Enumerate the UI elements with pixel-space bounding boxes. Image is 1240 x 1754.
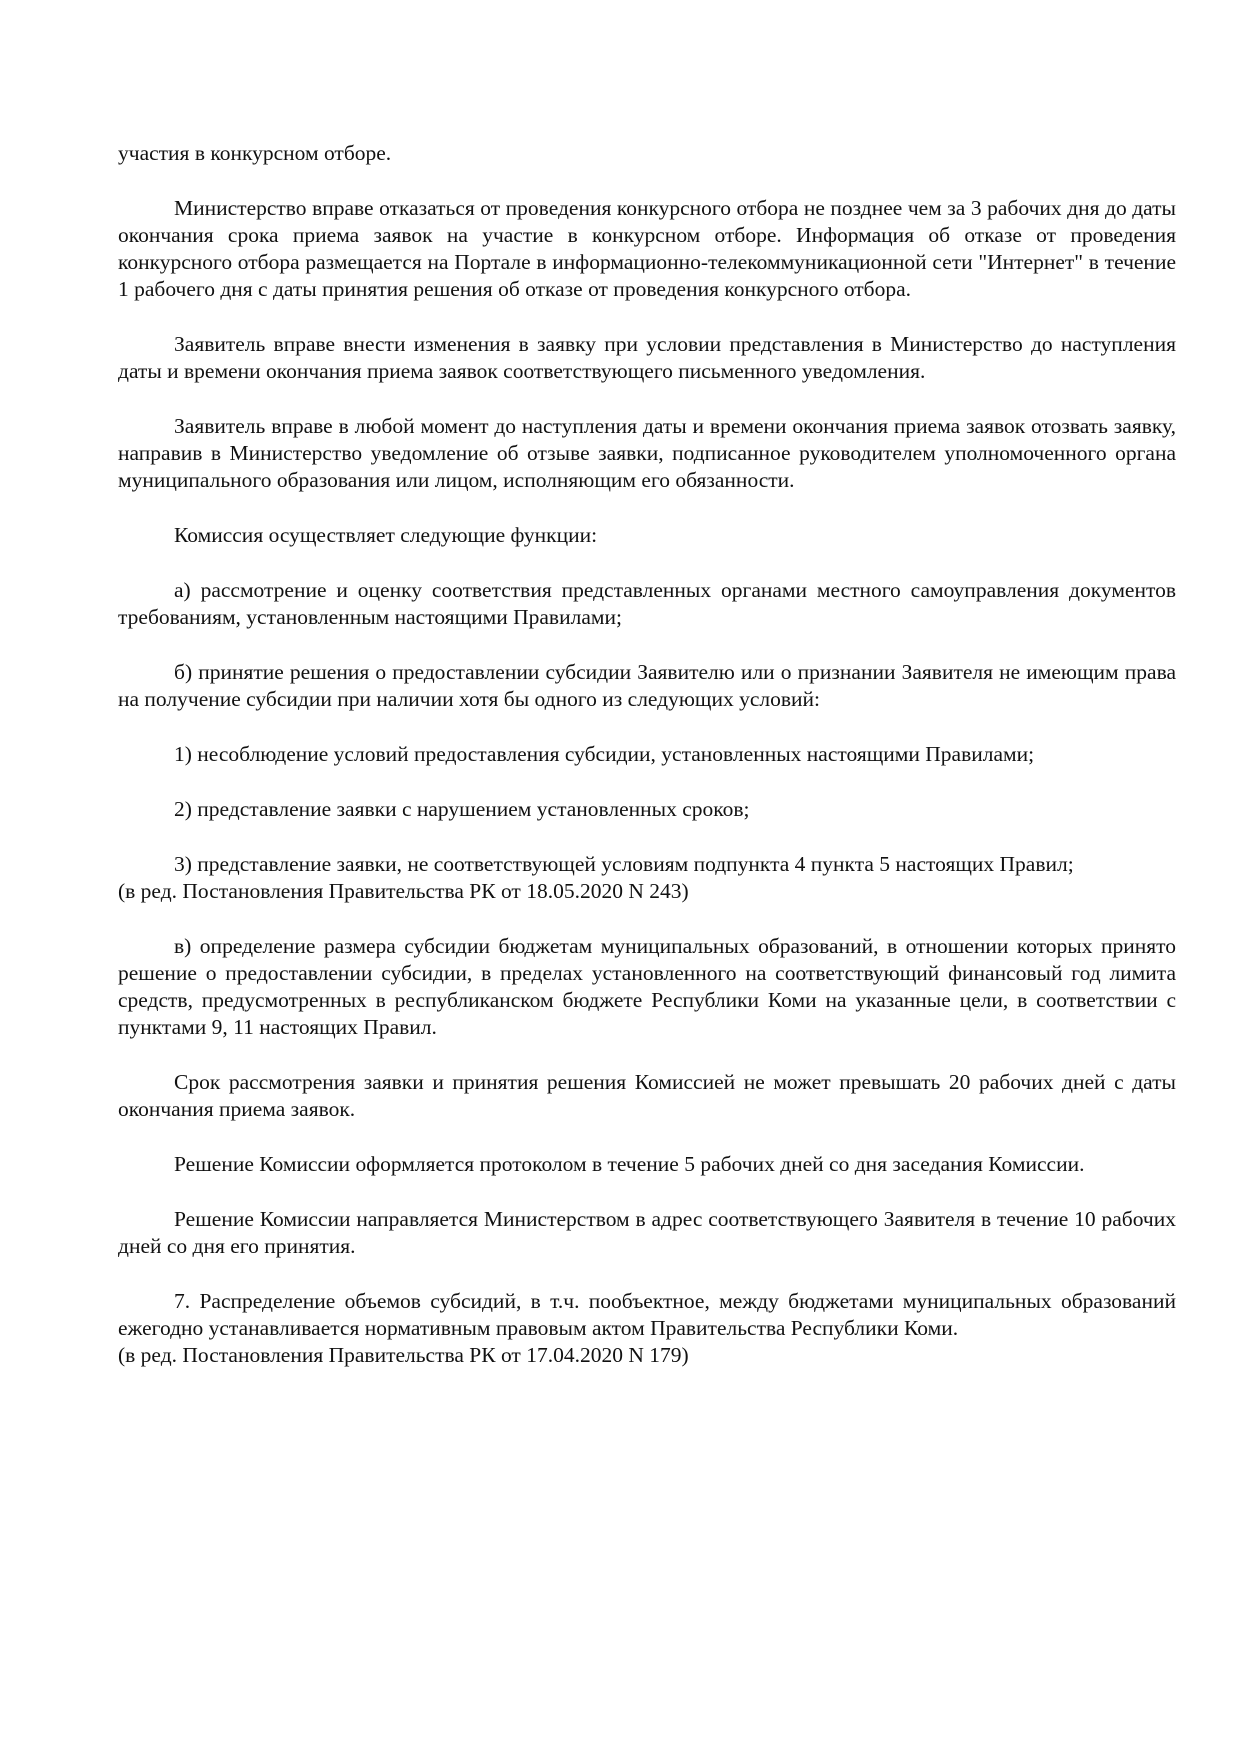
paragraph-commission-functions: Комиссия осуществляет следующие функции:: [174, 523, 598, 547]
paragraph-application-withdrawal: Заявитель вправе в любой момент до наступления даты и времени окончания приема заявок отозвать заявку, направив в Министерство уведомление об отзыве заявки, подписанное руководителем уполномоченного органа муниципального образования или лицом, исполняющим его обязанности.: [118, 414, 1176, 492]
paragraph-condition-2: 2) представление заявки с нарушением установленных сроков;: [174, 797, 750, 821]
amendment-note-1: (в ред. Постановления Правительства РК от 18.05.2020 N 243): [118, 879, 689, 903]
paragraph-condition-3: 3) представление заявки, не соответствующей условиям подпункта 4 пункта 5 настоящих Правил;: [174, 852, 1074, 876]
paragraph-review-deadline: Срок рассмотрения заявки и принятия решения Комиссией не может превышать 20 рабочих дней с даты окончания приема заявок.: [118, 1070, 1176, 1121]
paragraph-ministry-refusal: Министерство вправе отказаться от проведения конкурсного отбора не позднее чем за 3 рабочих дня до даты окончания срока приема заявок на участие в конкурсном отборе. Информация об отказе от проведения конкурсного отбора размещается на Портале в информационно-телекоммуникационной сети "Интернет" в течение 1 рабочего дня с даты принятия решения об отказе от проведения конкурсного отбора.: [118, 196, 1176, 301]
amendment-note-2: (в ред. Постановления Правительства РК от 17.04.2020 N 179): [118, 1343, 689, 1367]
paragraph-item-7: 7. Распределение объемов субсидий, в т.ч. пообъектное, между бюджетами муниципальных образований ежегодно устанавливается нормативным правовым актом Правительства Республики Коми.: [118, 1289, 1176, 1340]
paragraph-decision-sending: Решение Комиссии направляется Министерством в адрес соответствующего Заявителя в течение 10 рабочих дней со дня его принятия.: [118, 1207, 1176, 1258]
paragraph-function-a: а) рассмотрение и оценку соответствия представленных органами местного самоуправления документов требованиям, установленным настоящими Правилами;: [118, 578, 1176, 629]
paragraph-condition-1: 1) несоблюдение условий предоставления субсидии, установленных настоящими Правилами;: [174, 742, 1035, 766]
paragraph-function-v: в) определение размера субсидии бюджетам муниципальных образований, в отношении которых принято решение о предоставлении субсидии, в пределах установленного на соответствующий финансовый год лимита средств, предусмотренных в республиканском бюджете Республики Коми на указанные цели, в соответствии с пунктами 9, 11 настоящих Правил.: [118, 934, 1176, 1039]
paragraph-application-changes: Заявитель вправе внести изменения в заявку при условии представления в Министерство до наступления даты и времени окончания приема заявок соответствующего письменного уведомления.: [118, 332, 1176, 383]
paragraph-function-b: б) принятие решения о предоставлении субсидии Заявителю или о признании Заявителя не имеющим права на получение субсидии при наличии хотя бы одного из следующих условий:: [118, 660, 1176, 711]
document-page: [118, 140, 1176, 1397]
paragraph-decision-protocol: Решение Комиссии оформляется протоколом в течение 5 рабочих дней со дня заседания Комиссии.: [174, 1152, 1085, 1176]
paragraph-continuation: участия в конкурсном отборе.: [118, 141, 392, 165]
